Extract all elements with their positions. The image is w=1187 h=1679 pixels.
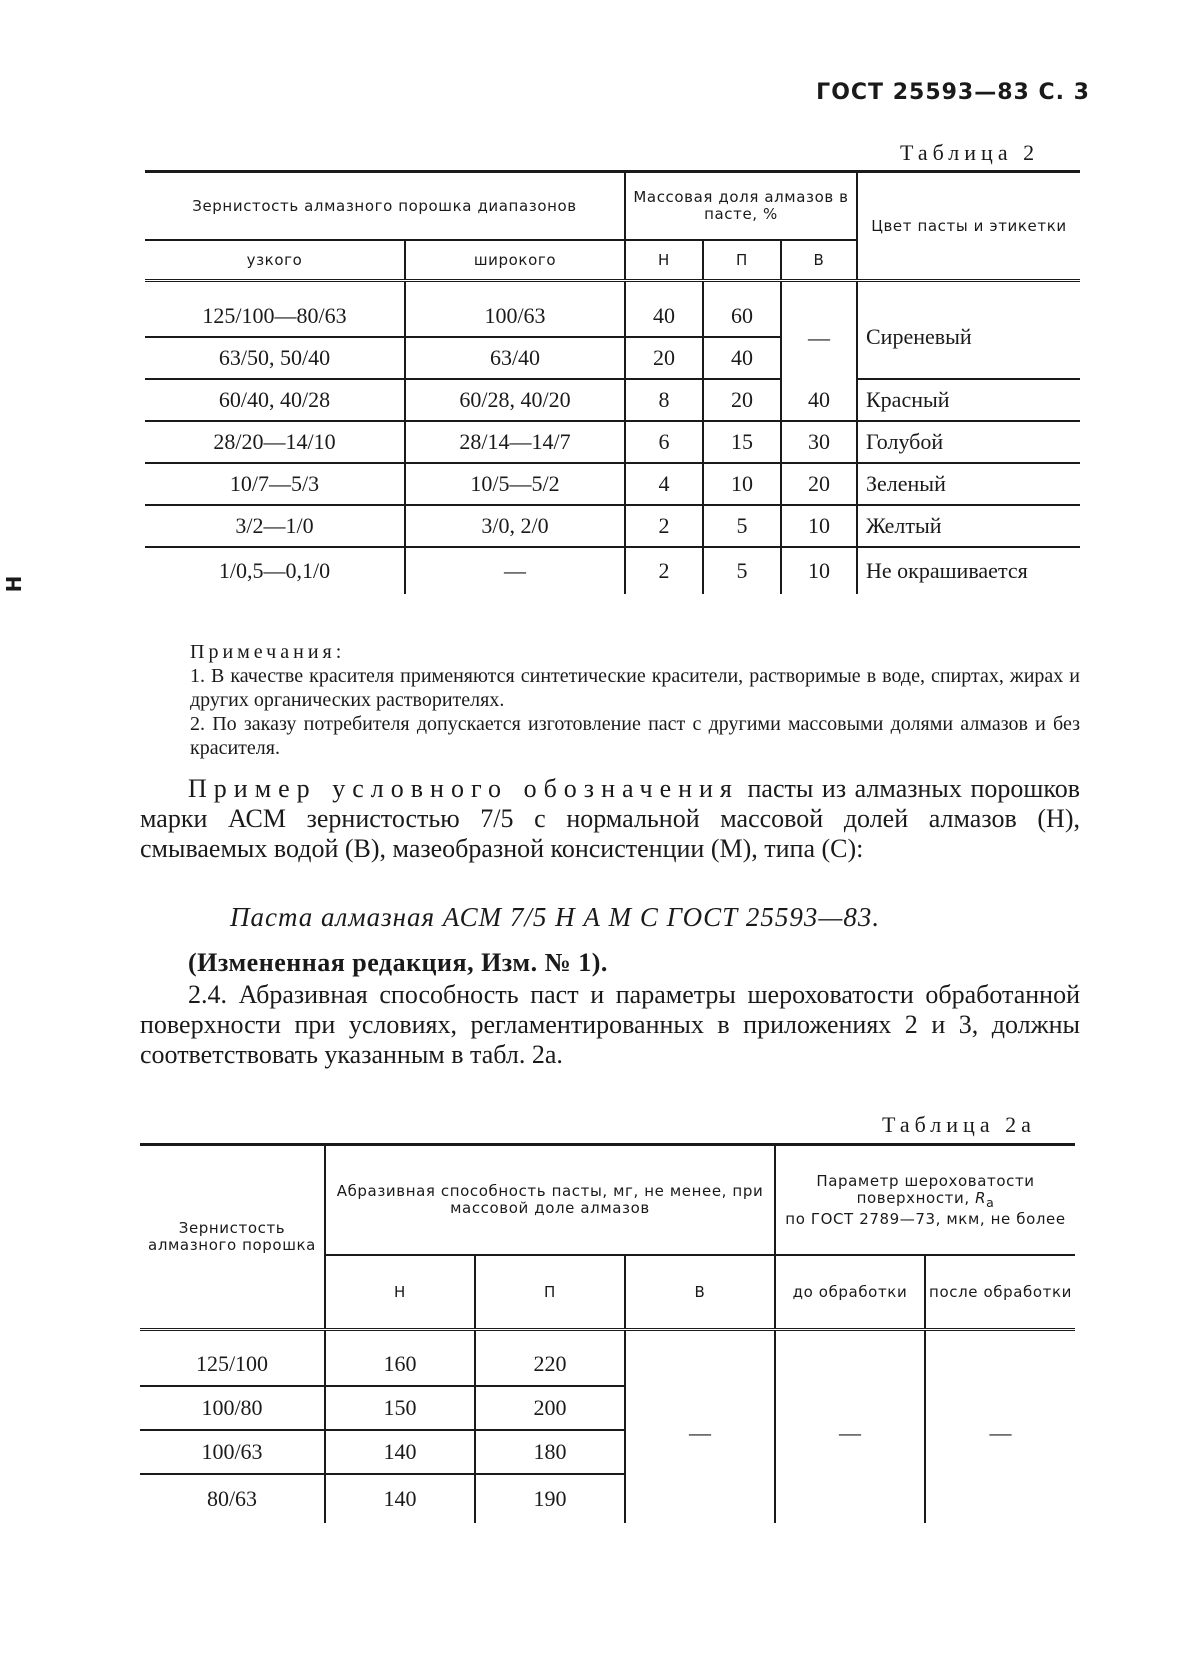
example-designation: Паста алмазная АСМ 7/5 Н А М С ГОСТ 25593—83. <box>230 902 881 932</box>
p-header: П <box>475 1255 625 1330</box>
cell-color: Сиреневый <box>857 281 1080 380</box>
h-header: Н <box>625 240 703 281</box>
cell-p: 5 <box>703 547 781 594</box>
cell-h: 4 <box>625 463 703 505</box>
example-paragraph <box>140 774 1080 864</box>
before-header: до обработки <box>775 1255 925 1330</box>
grain-range-header: Зернистость алмазного порошка диапазонов <box>145 172 625 241</box>
v-header: В <box>625 1255 775 1330</box>
notes-title: Примечания: <box>190 641 346 663</box>
cell-p: 40 <box>703 337 781 379</box>
abrasive-header: Абразивная способность пасты, мг, не менее, при массовой доле алмазов <box>325 1145 775 1256</box>
after-header: после обработки <box>929 1282 1072 1301</box>
cell-before-merged: — <box>775 1330 925 1524</box>
notes-block <box>190 640 1080 760</box>
cell-v: 40 <box>781 379 857 421</box>
cell-wide: 10/5—5/2 <box>405 463 625 505</box>
cell-wide: 100/63 <box>405 281 625 338</box>
cell-grain: 100/63 <box>140 1430 325 1474</box>
cell-h: 8 <box>625 379 703 421</box>
example-text: пасты из алмазных порошков марки АСМ зернистостью 7/5 с нормальной массовой долей алмазов (Н), смываемых водой (В), мазеобразной консистенции (М), типа (С): <box>140 774 1080 863</box>
note-2: 2. По заказу потребителя допускается изготовление паст с другими массовыми долями алмазов и без красителя. <box>190 713 1080 759</box>
mass-fraction-header: Массовая доля алмазов в пасте, % <box>625 172 857 241</box>
cell-p: 60 <box>703 281 781 338</box>
cell-p: 220 <box>475 1330 625 1387</box>
cell-v: 10 <box>781 547 857 594</box>
table-row <box>145 505 1080 547</box>
cell-color: Не окрашивается <box>866 558 1028 583</box>
cell-v-merged: — <box>625 1330 775 1524</box>
example-lead: Пример условного обозначения <box>188 774 739 803</box>
table-row <box>145 281 1080 338</box>
cell-h: 2 <box>625 547 703 594</box>
table2-caption: Таблица 2 <box>900 140 1040 165</box>
cell-narrow: 63/50, 50/40 <box>145 337 405 379</box>
cell-grain: 80/63 <box>140 1474 325 1523</box>
cell-v: 10 <box>781 505 857 547</box>
table-row <box>145 421 1080 463</box>
side-mark: Н <box>2 575 26 593</box>
roughness-symbol: R <box>975 1188 987 1207</box>
cell-h: 150 <box>325 1386 475 1430</box>
cell-h: 160 <box>325 1330 475 1387</box>
roughness-header <box>775 1145 1075 1256</box>
cell-p: 180 <box>475 1430 625 1474</box>
table-row <box>145 379 1080 421</box>
cell-p: 190 <box>475 1474 625 1523</box>
cell-p: 5 <box>703 505 781 547</box>
cell-color: Желтый <box>857 505 1080 547</box>
wide-header: широкого <box>405 240 625 281</box>
table-row <box>140 1330 1075 1387</box>
v-header: В <box>781 240 857 281</box>
grain-header: Зернистость алмазного порошка <box>140 1145 325 1330</box>
cell-narrow: 1/0,5—0,1/0 <box>145 547 405 594</box>
cell-wide: 3/0, 2/0 <box>405 505 625 547</box>
cell-wide: — <box>405 547 625 594</box>
cell-after-merged: — <box>989 1420 1012 1445</box>
cell-v: — <box>781 281 857 380</box>
cell-color: Красный <box>857 379 1080 421</box>
table-2 <box>145 170 1080 594</box>
amendment-note: (Измененная редакция, Изм. № 1). <box>188 948 608 977</box>
cell-grain: 125/100 <box>140 1330 325 1387</box>
paragraph-2-4 <box>140 980 1080 1070</box>
cell-narrow: 3/2—1/0 <box>145 505 405 547</box>
page-header: ГОСТ 25593—83 С. 3 <box>816 80 1090 105</box>
table-row <box>145 547 1080 594</box>
cell-color: Зеленый <box>857 463 1080 505</box>
cell-h: 140 <box>325 1474 475 1523</box>
cell-grain: 100/80 <box>140 1386 325 1430</box>
cell-h: 2 <box>625 505 703 547</box>
cell-p: 15 <box>703 421 781 463</box>
roughness-header-text-2: по ГОСТ 2789—73, мкм, не более <box>785 1209 1066 1228</box>
cell-wide: 60/28, 40/20 <box>405 379 625 421</box>
cell-h: 20 <box>625 337 703 379</box>
table2a-caption: Таблица 2а <box>882 1112 1036 1137</box>
cell-h: 140 <box>325 1430 475 1474</box>
cell-wide: 63/40 <box>405 337 625 379</box>
cell-p: 10 <box>703 463 781 505</box>
cell-p: 20 <box>703 379 781 421</box>
cell-h: 40 <box>625 281 703 338</box>
cell-narrow: 125/100—80/63 <box>145 281 405 338</box>
cell-v: 30 <box>781 421 857 463</box>
cell-wide: 28/14—14/7 <box>405 421 625 463</box>
h-header: Н <box>325 1255 475 1330</box>
cell-narrow: 60/40, 40/28 <box>145 379 405 421</box>
roughness-subscript: a <box>986 1194 995 1210</box>
color-header: Цвет пасты и этикетки <box>857 172 1080 281</box>
roughness-header-text: Параметр шероховатости поверхности, <box>816 1171 1035 1207</box>
table-2a <box>140 1143 1075 1523</box>
narrow-header: узкого <box>145 240 405 281</box>
cell-v: 20 <box>781 463 857 505</box>
paragraph-2-4-text: 2.4. Абразивная способность паст и параметры шероховатости обработанной поверхности при условиях, регламентированных в приложениях 2 и 3, должны соответствовать указанным в табл. 2а. <box>140 980 1080 1069</box>
cell-color: Голубой <box>857 421 1080 463</box>
cell-p: 200 <box>475 1386 625 1430</box>
table-row <box>145 463 1080 505</box>
cell-h: 6 <box>625 421 703 463</box>
p-header: П <box>703 240 781 281</box>
note-1: 1. В качестве красителя применяются синтетические красители, растворимые в воде, спиртах, жирах и других органических растворителях. <box>190 665 1080 711</box>
cell-narrow: 10/7—5/3 <box>145 463 405 505</box>
cell-narrow: 28/20—14/10 <box>145 421 405 463</box>
